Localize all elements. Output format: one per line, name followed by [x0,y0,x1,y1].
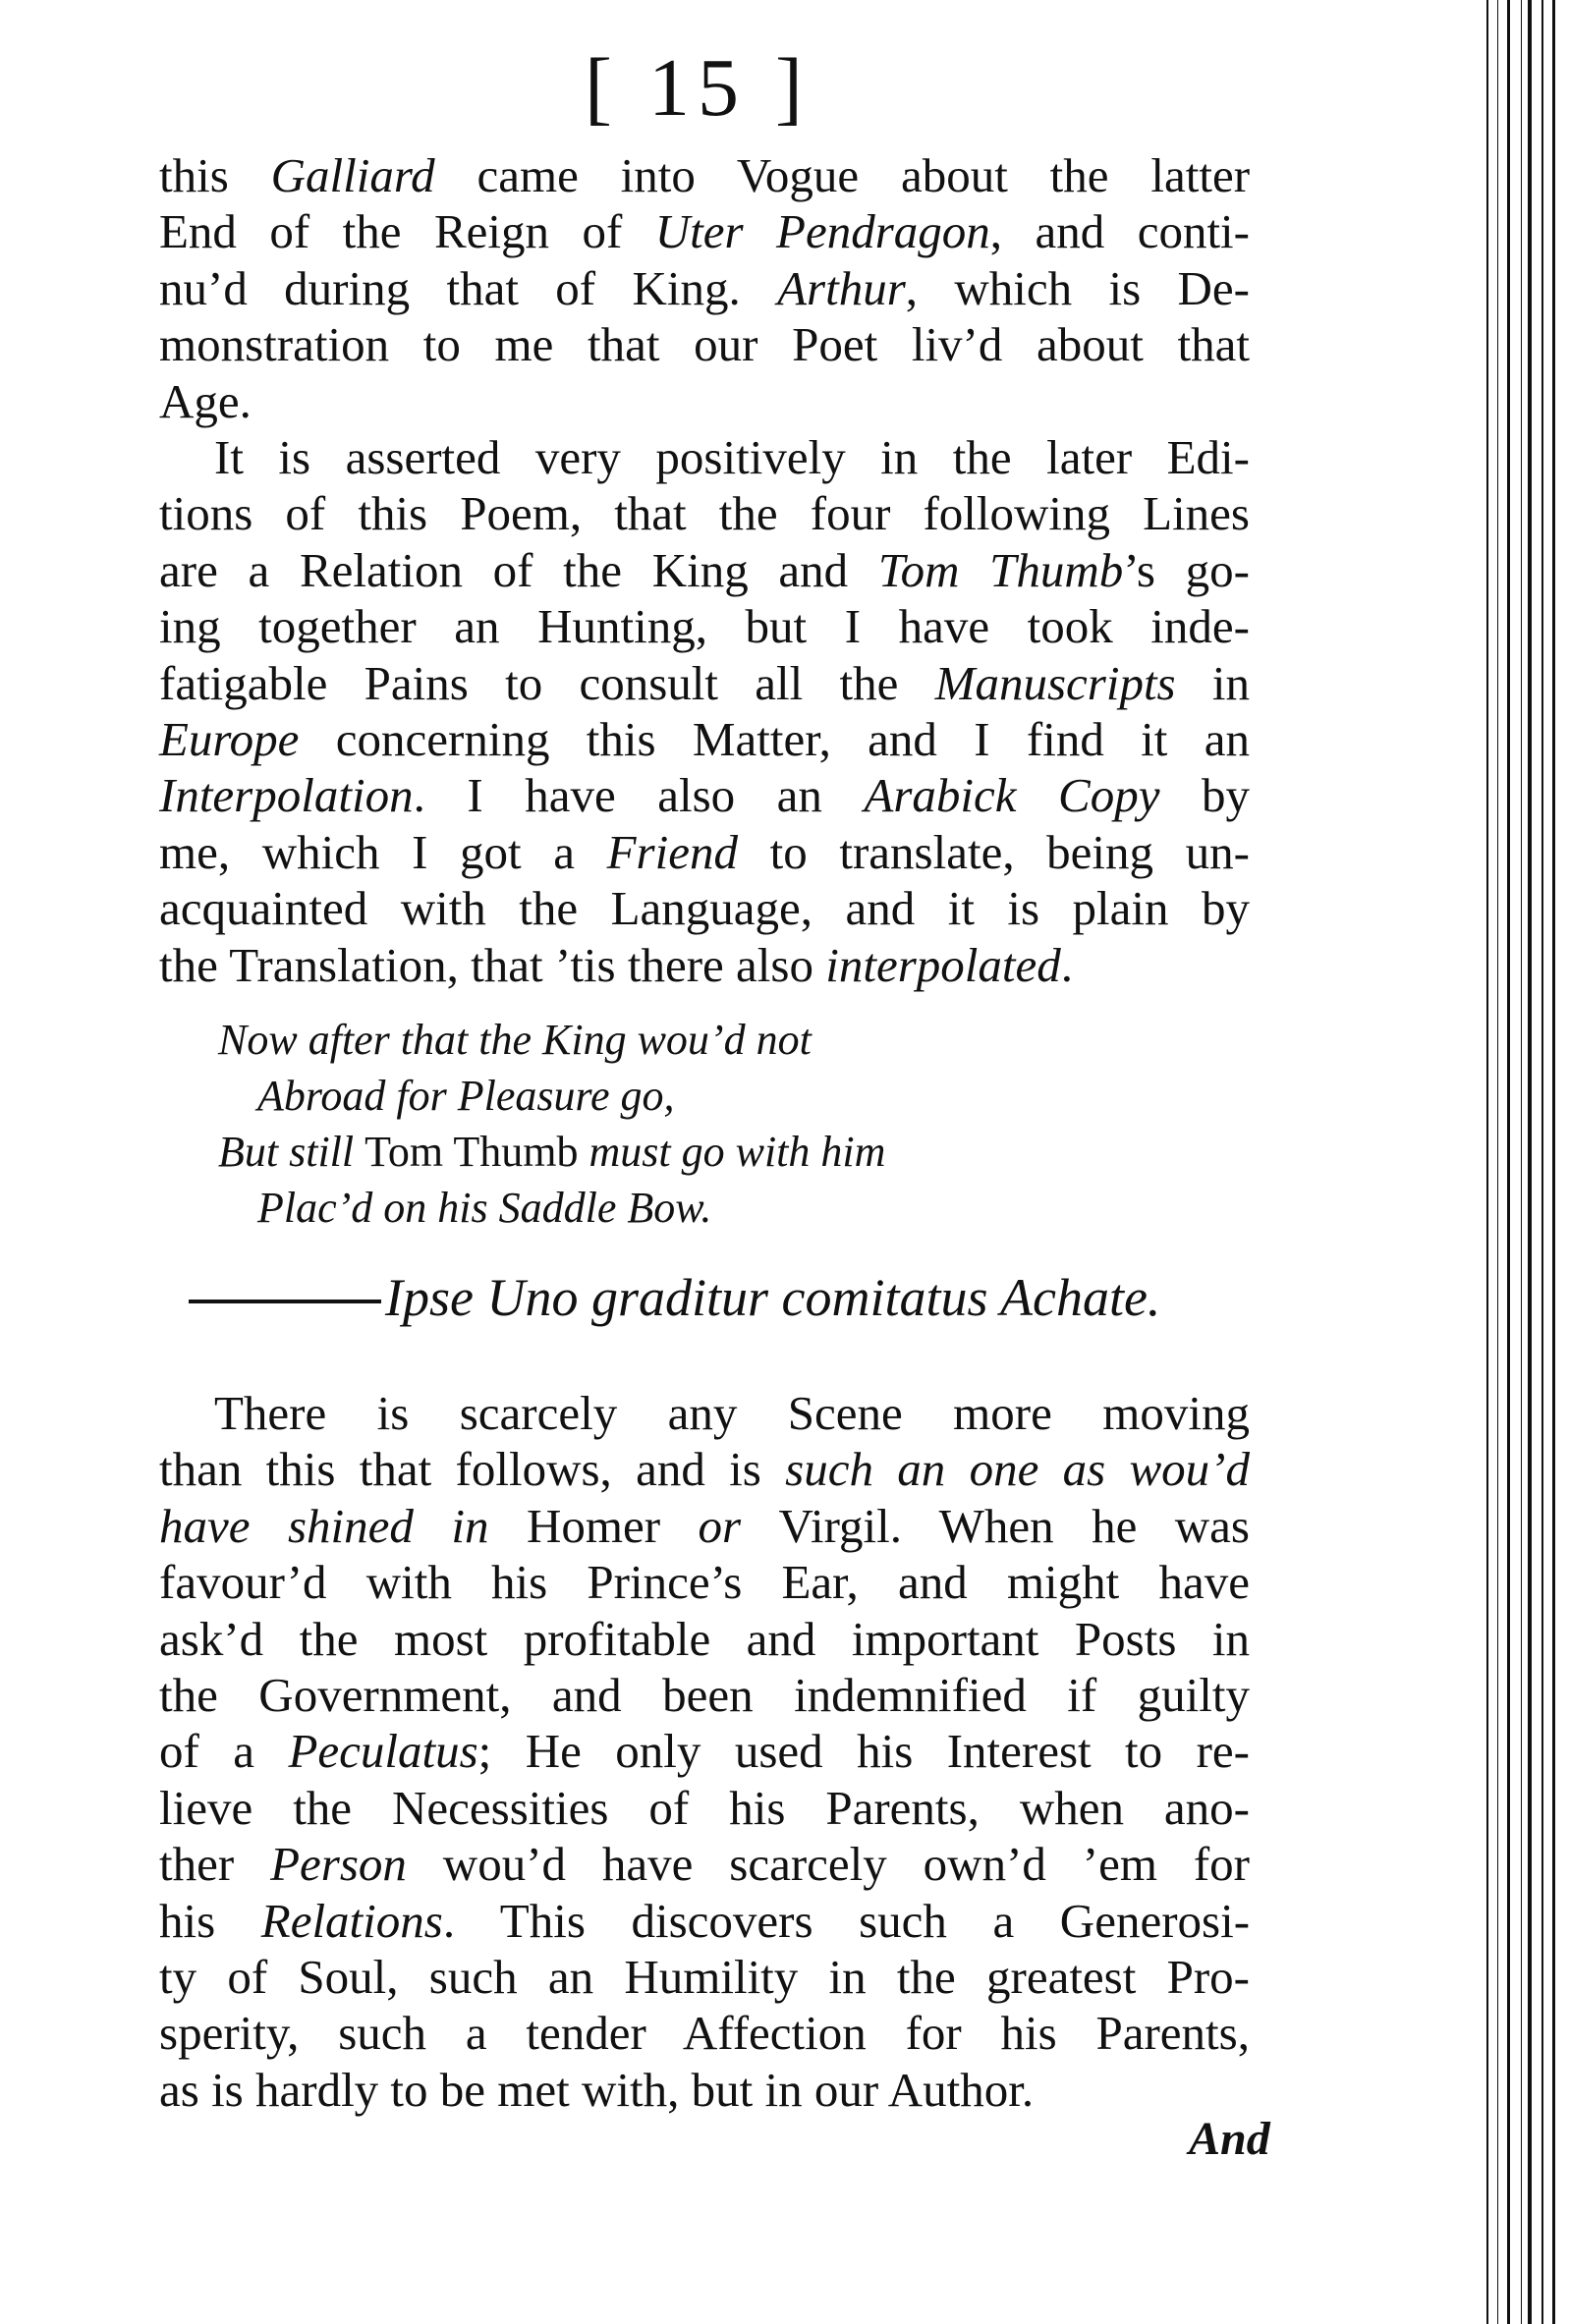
roman-text: the Government, and been indemnified if guilty [159,1668,1250,1723]
text-line [159,1667,1250,1723]
roman-text: End of the Reign of [159,204,655,259]
italic-text: But still [218,1128,365,1176]
text-line [159,147,1250,203]
text-line [159,260,1250,316]
text-line [159,767,1250,823]
binding-rule [1528,0,1532,2324]
italic-text: Interpolation [159,768,414,823]
roman-text: as is hardly to be met with, but in our Author. [159,2062,1035,2117]
roman-text: . [1060,937,1074,992]
italic-text: Europe [159,712,300,767]
italic-text: Abroad for Pleasure go, [257,1072,675,1120]
text-line [159,485,1250,541]
roman-text: When he was [902,1498,1250,1553]
italic-text: must go with him [578,1128,886,1176]
text-line [159,598,1250,654]
italic-text: Relations [260,1893,443,1948]
em-dash-rule [189,1300,381,1303]
italic-text: Arabick Copy [864,768,1160,823]
roman-text: Homer [526,1498,661,1553]
text-line [159,1836,1250,1892]
text-line [159,2005,1250,2061]
text-line [159,316,1250,372]
text-line [159,429,1250,485]
latin-quotation-text: Ipse Uno graditur comitatus Achate. [385,1268,1161,1327]
roman-text: monstration to me that our Poet liv’d about that [159,317,1250,372]
latin-quotation [189,1267,1160,1328]
text-line [159,937,1250,993]
roman-text: . I have also an [413,768,865,823]
text-line [159,1441,1250,1497]
italic-text: or [660,1498,779,1553]
italic-text: interpolated [825,937,1061,992]
binding-rule [1541,0,1543,2324]
roman-text: concerning this Matter, and I find it an [299,712,1250,767]
page-number: [ 15 ] [585,42,811,134]
italic-text: Galliard [270,148,435,202]
roman-text: lieve the Necessities of his Parents, when ano- [159,1780,1250,1835]
roman-text: ty of Soul, such an Humility in the greatest Pro- [159,1950,1250,2005]
roman-text: ther [159,1837,271,1892]
text-line [218,1012,885,1068]
text-line [159,1554,1250,1610]
verse-quotation [218,1012,885,1236]
roman-text: It is asserted very positively in the later Edi- [214,430,1250,484]
roman-text: , which is De- [905,260,1250,315]
text-line [159,1385,1250,1441]
text-line [159,2062,1250,2118]
text-line [159,1723,1250,1779]
binding-rule [1486,0,1488,2324]
roman-text: , and conti- [989,204,1250,259]
roman-text: ’s go- [1123,542,1251,597]
paragraph-scene [159,1385,1250,2118]
text-line [159,655,1250,711]
italic-text: Manuscripts [934,655,1176,710]
text-line [159,542,1250,598]
italic-text: Peculatus [288,1724,478,1779]
binding-rule [1552,0,1555,2324]
roman-text: acquainted with the Language, and it is plain by [159,881,1250,936]
text-line [218,1180,885,1236]
text-line [218,1124,885,1180]
italic-text: Now after that the King wou’d not [218,1016,812,1064]
roman-text: tions of this Poem, that the four following Lines [159,486,1250,541]
text-line [159,1893,1250,1949]
roman-text: . This discovers such a Generosi- [442,1893,1251,1948]
roman-text: There is scarcely any Scene more moving [214,1386,1250,1440]
roman-text: the Translation, that ’tis there also [159,937,826,992]
italic-text: Uter Pendragon [654,204,990,259]
italic-text: such an one as wou’d [785,1442,1250,1497]
roman-text: Age. [159,373,252,428]
roman-text: ask’d the most profitable and important Posts in [159,1611,1250,1666]
roman-text: of a [159,1724,289,1779]
paragraph-galliard [159,147,1250,429]
text-line [159,880,1250,936]
roman-text: to translate, being un- [738,824,1250,879]
roman-text: Virgil. [778,1498,903,1553]
roman-text: nu’d during that of King. [159,260,778,315]
text-line [159,373,1250,429]
italic-text: Plac’d on his Saddle Bow. [257,1184,712,1232]
roman-text: ; He only used his Interest to re- [477,1724,1250,1779]
roman-text: fatigable Pains to consult all the [159,655,935,710]
roman-text: me, which I got a [159,824,607,879]
italic-text: have shined in [159,1498,527,1553]
catchword: And [1189,2113,1270,2165]
binding-rule [1507,0,1510,2324]
italic-text: Arthur [777,260,906,315]
text-line [159,1949,1250,2005]
roman-text: this [159,148,271,202]
roman-text: ing together an Hunting, but I have took inde- [159,599,1250,654]
roman-text: favour’d with his Prince’s Ear, and might have [159,1555,1250,1610]
roman-text: his [159,1893,261,1948]
text-line [159,1780,1250,1836]
binding-rule [1497,0,1498,2324]
roman-text: sperity, such a tender Affection for his Parents, [159,2006,1250,2061]
roman-text: by [1159,768,1250,823]
text-line [159,711,1250,767]
binding-rule [1521,0,1522,2324]
italic-text: Person [270,1837,407,1892]
italic-text: Tom Thumb [877,542,1124,597]
roman-text: are a Relation of the King and [159,542,878,597]
text-line [159,824,1250,880]
paragraph-interpolation [159,429,1250,993]
roman-text: came into Vogue about the latter [434,148,1251,202]
italic-text: Friend [606,824,738,879]
roman-text: Tom Thumb [364,1128,579,1176]
text-line [218,1068,885,1124]
roman-text: in [1175,655,1250,710]
roman-text: than this that follows, and is [159,1442,786,1497]
text-line [159,203,1250,259]
text-line [159,1498,1250,1554]
text-line [159,1611,1250,1667]
binding-edge [1481,0,1569,2324]
roman-text: wou’d have scarcely own’d ’em for [406,1837,1250,1892]
